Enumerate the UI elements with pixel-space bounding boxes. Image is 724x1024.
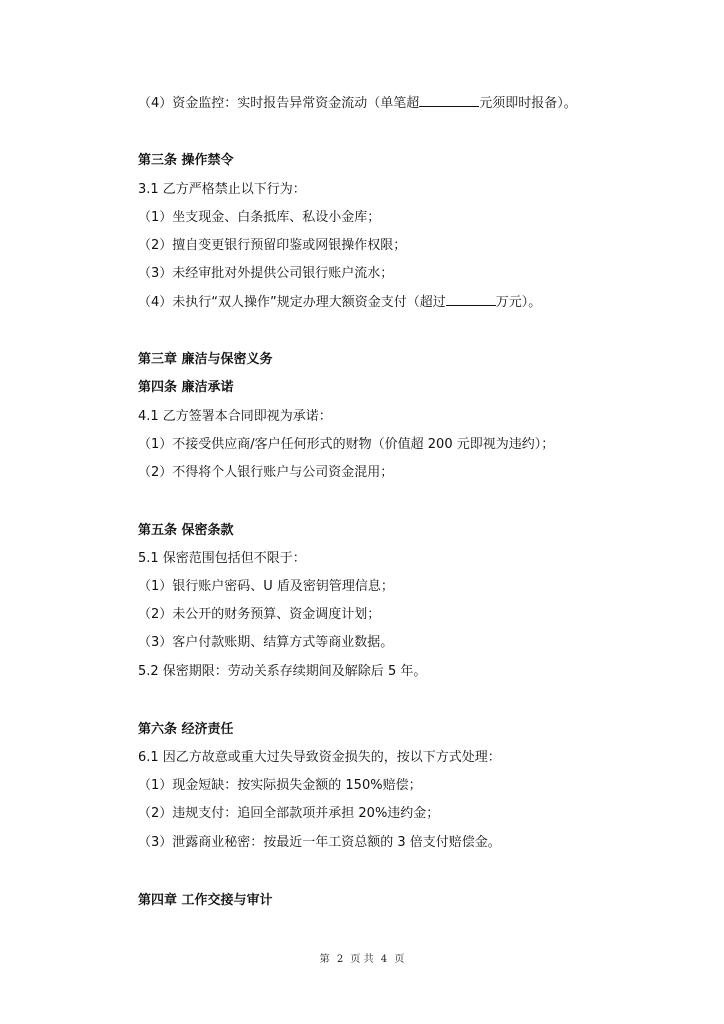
article-heading: 第五条 保密条款 xyxy=(138,523,234,538)
clause-item: （1）银行账户密码、U 盾及密钥管理信息； xyxy=(138,579,394,594)
clause-item: （3）泄露商业秘密：按最近一年工资总额的 3 倍支付赔偿金。 xyxy=(138,835,501,850)
clause-text-end: 万元）。 xyxy=(495,295,542,310)
clause-text-end: 元须即时报备）。 xyxy=(479,96,577,111)
clause-item: （2）不得将个人银行账户与公司资金混用； xyxy=(138,465,394,480)
clause-item: （1）不接受供应商/客户任何形式的财物（价值超 200 元即视为违约）； xyxy=(138,437,555,452)
clause-item: （2）未公开的财务预算、资金调度计划； xyxy=(138,607,381,622)
chapter-heading: 第四章 工作交接与审计 xyxy=(138,893,273,908)
clause-item: （3）客户付款账期、结算方式等商业数据。 xyxy=(138,635,394,650)
clause-text: 5.1 保密范围包括但不限于： xyxy=(138,551,306,566)
article-heading: 第六条 经济责任 xyxy=(138,722,234,737)
clause-text: （4）资金监控：实时报告异常资金流动（单笔超 xyxy=(138,96,420,111)
clause-item xyxy=(138,293,541,312)
footer-middle: 页 共 xyxy=(350,954,374,965)
clause-item xyxy=(138,94,577,113)
fill-in-blank xyxy=(446,293,496,306)
clause-item: （2）违规支付：追回全部款项并承担 20%违约金； xyxy=(138,806,440,821)
clause-item: （1）坐支现金、白条抵库、私设小金库； xyxy=(138,210,381,225)
article-heading: 第三条 操作禁令 xyxy=(138,153,234,168)
chapter-heading: 第三章 廉洁与保密义务 xyxy=(138,352,273,367)
clause-text: （4）未执行“双人操作”规定办理大额资金支付（超过 xyxy=(138,295,446,310)
page-number: 2 xyxy=(336,954,344,965)
clause-item: （2）擅自变更银行预留印鉴或网银操作权限； xyxy=(138,238,407,253)
page-total: 4 xyxy=(380,954,388,965)
clause-item: （1）现金短缺：按实际损失金额的 150%赔偿； xyxy=(138,778,422,793)
footer-suffix: 页 xyxy=(394,954,405,965)
clause-item: （3）未经审批对外提供公司银行账户流水； xyxy=(138,266,394,281)
footer-prefix: 第 xyxy=(319,954,330,965)
article-heading: 第四条 廉洁承诺 xyxy=(138,380,234,395)
fill-in-blank xyxy=(419,94,479,107)
clause-text: 6.1 因乙方故意或重大过失导致资金损失的，按以下方式处理： xyxy=(138,750,501,765)
clause-text: 5.2 保密期限：劳动关系存续期间及解除后 5 年。 xyxy=(138,664,427,679)
clause-text: 4.1 乙方签署本合同即视为承诺： xyxy=(138,409,332,424)
page-footer xyxy=(0,950,724,965)
clause-text: 3.1 乙方严格禁止以下行为： xyxy=(138,182,306,197)
